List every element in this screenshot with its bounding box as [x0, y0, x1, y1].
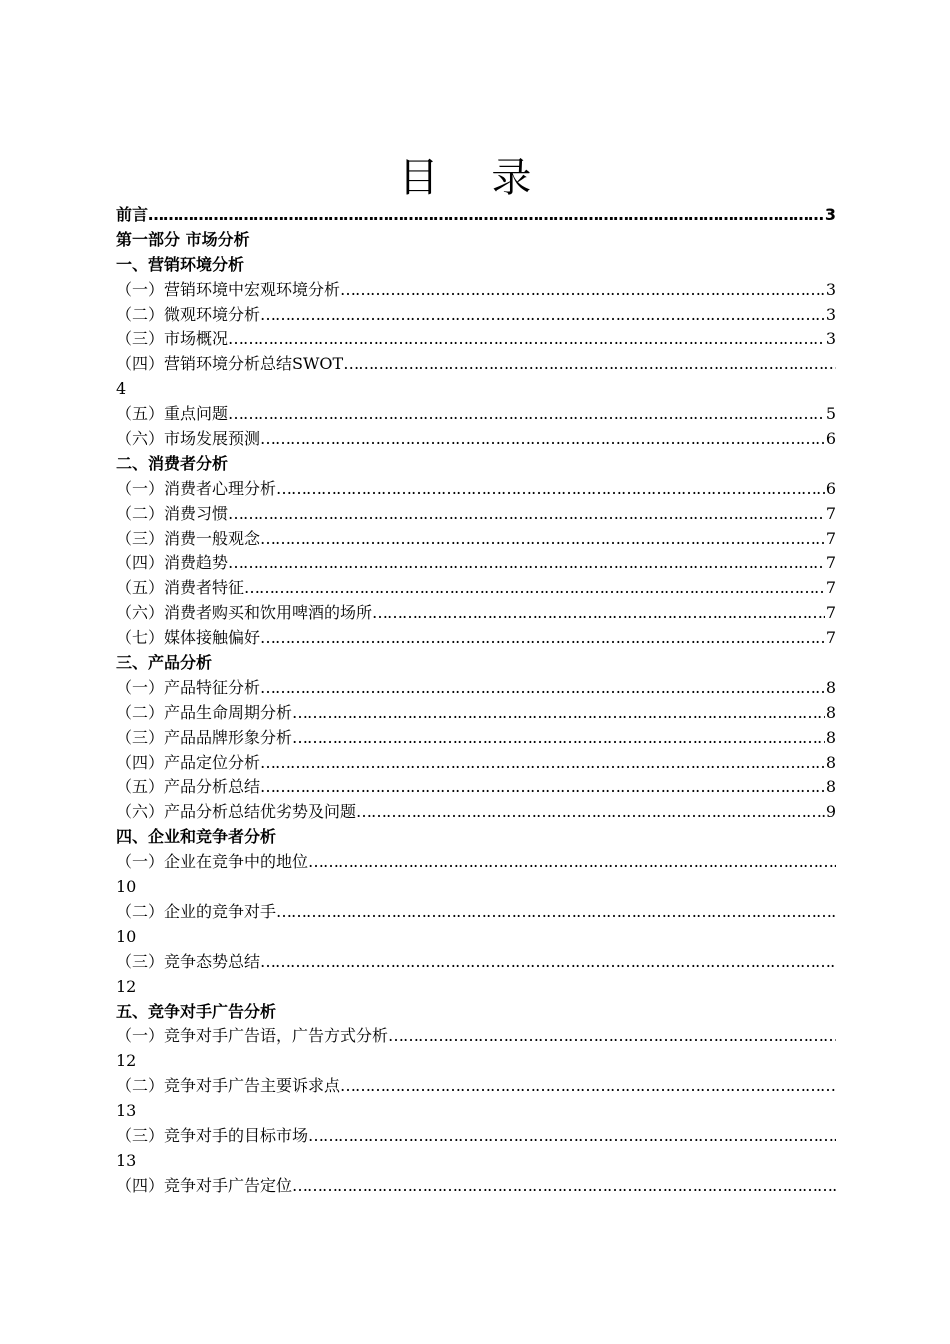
- toc-leader-dots: [308, 1124, 836, 1149]
- toc-entry[interactable]: [116, 352, 836, 377]
- toc-entry[interactable]: [116, 701, 836, 726]
- toc-entry-page: 5: [825, 404, 836, 424]
- toc-entry[interactable]: [116, 327, 836, 352]
- toc-entry-page: 3: [824, 205, 836, 224]
- toc-leader-dots: [388, 1024, 836, 1049]
- toc-leader-dots: [356, 800, 825, 825]
- toc-entry-page: 6: [825, 429, 836, 449]
- toc-entry[interactable]: [116, 950, 836, 975]
- toc-entry[interactable]: [116, 726, 836, 751]
- toc-leader-dots: [260, 676, 825, 701]
- toc-leader-dots: [148, 203, 824, 228]
- toc-leader-dots: [292, 726, 825, 751]
- toc-entry-page: 3: [825, 279, 836, 299]
- toc-entry-page: 9: [825, 802, 836, 822]
- toc-leader-dots: [340, 1074, 836, 1099]
- toc-entry-label: （五）消费者特征: [116, 578, 245, 598]
- toc-heading: 第一部分 市场分析: [116, 229, 250, 249]
- toc-entry-label: （五）重点问题: [116, 404, 229, 424]
- toc-entry-label: （一）企业在竞争中的地位: [116, 852, 309, 872]
- toc-entry[interactable]: [116, 900, 836, 925]
- toc-leader-dots: [260, 527, 825, 552]
- toc-leader-dots: [228, 327, 825, 352]
- toc-entry-label: （三）竞争对手的目标市场: [116, 1125, 309, 1145]
- toc-page-number: 13: [116, 1101, 137, 1121]
- toc-heading: 一、营销环境分析: [116, 254, 245, 274]
- toc-entry-page: 7: [825, 528, 836, 548]
- toc-entry[interactable]: [116, 203, 836, 228]
- toc-entry-page: 8: [825, 677, 836, 697]
- toc-leader-dots: [276, 900, 836, 925]
- toc-entry-label: （二）产品生命周期分析: [116, 702, 293, 722]
- toc-entry-label: （三）市场概况: [116, 329, 229, 349]
- toc-heading: 二、消费者分析: [116, 453, 229, 473]
- toc-leader-dots: [260, 303, 825, 328]
- toc-page-number: 12: [116, 976, 137, 996]
- toc-leader-dots: [340, 278, 825, 303]
- toc-entry-label: （一）消费者心理分析: [116, 478, 277, 498]
- toc-leader-dots: [292, 1174, 836, 1199]
- toc-page-number: 13: [116, 1150, 137, 1170]
- toc-entry[interactable]: [116, 502, 836, 527]
- toc-entry[interactable]: [116, 1124, 836, 1149]
- toc-heading: 五、竞争对手广告分析: [116, 1001, 277, 1021]
- toc-entry-label: （四）营销环境分析总结SWOT: [116, 354, 344, 374]
- toc-entry-label: （一）营销环境中宏观环境分析: [116, 279, 341, 299]
- toc-entry[interactable]: [116, 1174, 836, 1199]
- toc-entry-label: （二）竞争对手广告主要诉求点: [116, 1076, 341, 1096]
- toc-entry-label: （二）微观环境分析: [116, 304, 261, 324]
- toc-entry-page: 3: [825, 329, 836, 349]
- toc-leader-dots: [343, 352, 836, 377]
- toc-entry[interactable]: [116, 601, 836, 626]
- toc-leader-dots: [292, 701, 825, 726]
- toc-heading: 三、产品分析: [116, 653, 213, 673]
- toc-entry[interactable]: [116, 850, 836, 875]
- toc-entry[interactable]: [116, 1074, 836, 1099]
- toc-entry-label: （三）产品品牌形象分析: [116, 727, 293, 747]
- toc-page-number: 4: [116, 379, 127, 399]
- toc-entry-label: （六）市场发展预测: [116, 429, 261, 449]
- toc-leader-dots: [260, 751, 825, 776]
- toc-entry-label: （一）产品特征分析: [116, 677, 261, 697]
- toc-heading: 四、企业和竞争者分析: [116, 827, 277, 847]
- toc-leader-dots: [308, 850, 836, 875]
- toc-entry[interactable]: [116, 477, 836, 502]
- toc-entry-page: 7: [825, 628, 836, 648]
- toc-entry-page: 8: [825, 702, 836, 722]
- toc-leader-dots: [260, 775, 825, 800]
- table-of-contents: [116, 203, 836, 1199]
- toc-entry-label: （二）企业的竞争对手: [116, 901, 277, 921]
- toc-leader-dots: [228, 551, 825, 576]
- toc-entry-label: （二）消费习惯: [116, 503, 229, 523]
- toc-entry[interactable]: [116, 676, 836, 701]
- toc-page-number: 10: [116, 877, 137, 897]
- toc-entry[interactable]: [116, 800, 836, 825]
- toc-entry-page: 8: [825, 727, 836, 747]
- toc-leader-dots: [260, 427, 825, 452]
- toc-entry-label: （四）产品定位分析: [116, 752, 261, 772]
- toc-entry-label: （四）消费趋势: [116, 553, 229, 573]
- toc-entry[interactable]: [116, 751, 836, 776]
- toc-page-number: 10: [116, 926, 137, 946]
- toc-entry-label: （六）消费者购买和饮用啤酒的场所: [116, 603, 373, 623]
- toc-entry-page: 8: [825, 752, 836, 772]
- toc-entry-page: 7: [825, 503, 836, 523]
- toc-entry-label: （三）竞争态势总结: [116, 951, 261, 971]
- toc-entry[interactable]: [116, 278, 836, 303]
- toc-leader-dots: [228, 402, 825, 427]
- toc-entry-page: 6: [825, 478, 836, 498]
- toc-entry-page: 3: [825, 304, 836, 324]
- toc-entry-page: 7: [825, 578, 836, 598]
- toc-entry[interactable]: [116, 303, 836, 328]
- toc-entry[interactable]: [116, 551, 836, 576]
- toc-page-number: 12: [116, 1051, 137, 1071]
- toc-entry-label: （六）产品分析总结优劣势及问题: [116, 802, 357, 822]
- toc-entry-label: （一）竞争对手广告语，广告方式分析: [116, 1026, 389, 1046]
- toc-entry-page: 7: [825, 553, 836, 573]
- toc-entry-label: （三）消费一般观念: [116, 528, 261, 548]
- toc-entry[interactable]: [116, 427, 836, 452]
- toc-entry-label: （五）产品分析总结: [116, 777, 261, 797]
- toc-leader-dots: [260, 626, 825, 651]
- page-title: 目 录: [398, 155, 552, 201]
- toc-entry[interactable]: [116, 775, 836, 800]
- toc-entry[interactable]: [116, 402, 836, 427]
- toc-entry[interactable]: [116, 1024, 836, 1049]
- toc-entry-label: （七）媒体接触偏好: [116, 628, 261, 648]
- toc-leader-dots: [276, 477, 825, 502]
- toc-entry[interactable]: [116, 576, 836, 601]
- toc-leader-dots: [260, 950, 836, 975]
- toc-entry[interactable]: [116, 626, 836, 651]
- toc-entry-page: 7: [825, 603, 836, 623]
- toc-leader-dots: [244, 576, 825, 601]
- toc-entry-label: （四）竞争对手广告定位: [116, 1175, 293, 1195]
- toc-leader-dots: [372, 601, 825, 626]
- toc-leader-dots: [228, 502, 825, 527]
- toc-entry-page: 8: [825, 777, 836, 797]
- toc-entry-label: 前言: [116, 205, 149, 224]
- toc-entry[interactable]: [116, 527, 836, 552]
